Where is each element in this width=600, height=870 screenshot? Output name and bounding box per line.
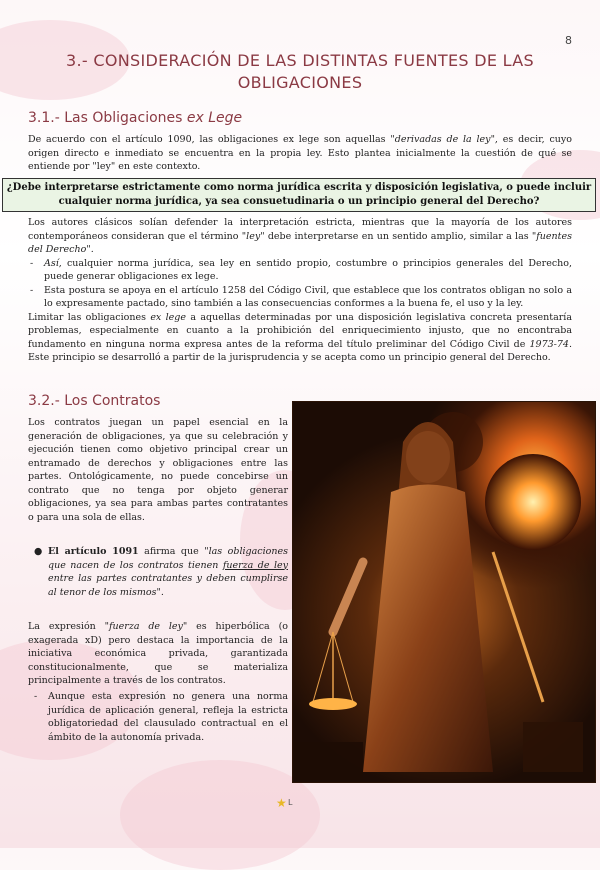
page-title xyxy=(40,50,560,94)
sword-shape xyxy=(493,552,543,702)
paragraph-interpretation: Los autores clásicos solían defender la interpretación estricta, mientras que la mayoría de los autores contemporáneos consideran que el término "ley" debe interpretarse en un sentido amplio, similar a las "fuentes del Derecho". - Así, cualquier norma jurídica, sea ley en sentido propio, costumbre o principios generales del Derecho, puede generar obligaciones ex lege. - Esta postura se apoya en el artículo 1258 del Código Civil, que establece que los contratos obligan no solo a lo expresamente pactado, sino también a las consecuencias conformes a la buena fe, el uso y la ley. Limitar las obligaciones ex lege a aquellas determinadas por una disposición legislativa concreta presentaría problemas, especialmente en cuanto a la prohibición del enriquecimiento injusto, que no encontraba fundamento en ninguna norma expresa antes de la reforma del título preliminar del Código Civil de 1973-74. Este principio se desarrolló a partir de la jurisprudencia y se acepta como un principio general del Derecho. xyxy=(28,216,572,365)
justice-goddess-illustration xyxy=(292,401,596,783)
dash-list xyxy=(28,257,572,311)
bullet-dot-icon: ● xyxy=(34,546,43,557)
paragraph-fuerza-de-ley: La expresión "fuerza de ley" es hiperbólica (o exagerada xD) pero destaca la importancia de la iniciativa económica privada, garantizada constitucionalmente, que se materializa principalmente a través de los contratos. xyxy=(28,621,288,686)
star-icon: ★ xyxy=(276,796,287,810)
section-heading-ex-lege xyxy=(28,110,242,126)
dash-item-autonomia: - Aunque esta expresión no genera una norma jurídica de aplicación general, refleja la estricta obligatoriedad del clausulado contractual en el ámbito de la autonomía privada. xyxy=(34,691,288,743)
page-title-line2: OBLIGACIONES xyxy=(237,73,363,92)
sun-shape xyxy=(485,454,581,550)
list-item: - Esta postura se apoya en el artículo 1258 del Código Civil, que establece que los contratos obligan no solo a lo expresamente pactado, sino también a las consecuencias conformes a la buena fe, el uso y la ley. xyxy=(28,284,572,311)
bullet-article-1091: ● El artículo 1091 afirma que "las obligaciones que nacen de los contratos tienen fuerza de ley entre las partes contratantes y deben cumplirse al tenor de los mismos". xyxy=(34,546,288,598)
dash-marker: - xyxy=(34,691,38,702)
footer-text: L xyxy=(288,798,293,807)
list-item: - Así, cualquier norma jurídica, sea ley en sentido propio, costumbre o principios generales del Derecho, puede generar obligaciones ex lege. xyxy=(28,257,572,284)
figure-robe xyxy=(363,485,493,773)
illustration-svg xyxy=(293,402,595,782)
paragraph-intro: De acuerdo con el artículo 1090, las obligaciones ex lege son aquellas "derivadas de la ley", es decir, cuyo origen directo e inmediato se encuentra en la propia ley. Esto plantea inicialmente la cuestión de qué se entiende por "ley" en este contexto. xyxy=(28,134,572,172)
heading-text: 3.1.- Las Obligaciones xyxy=(28,110,187,126)
page-number: 8 xyxy=(565,34,572,47)
heading-italic: ex Lege xyxy=(186,110,243,126)
background-petal xyxy=(120,760,320,870)
paragraph-contratos: Los contratos juegan un papel esencial en la generación de obligaciones, ya que su celebración y ejecución tienen como objetivo principal crear un entramado de derechos y obligaciones entre las partes. Ontológicamente, no puede concebirse un contrato que no tenga por objeto generar obligaciones, ya sea para ambas partes contratantes o para una sola de ellas. xyxy=(28,417,288,523)
page-title-line1: 3.- CONSIDERACIÓN DE LAS DISTINTAS FUENTES DE LAS xyxy=(66,51,534,70)
highlight-question-box: ¿Debe interpretarse estrictamente como norma jurídica escrita y disposición legislativa, o puede incluir cualquier norma jurídica, ya sea consuetudinaria o un principio general del Derecho? xyxy=(2,178,596,212)
scale-pan xyxy=(309,698,357,710)
section-heading-contratos: 3.2.- Los Contratos xyxy=(28,393,161,409)
